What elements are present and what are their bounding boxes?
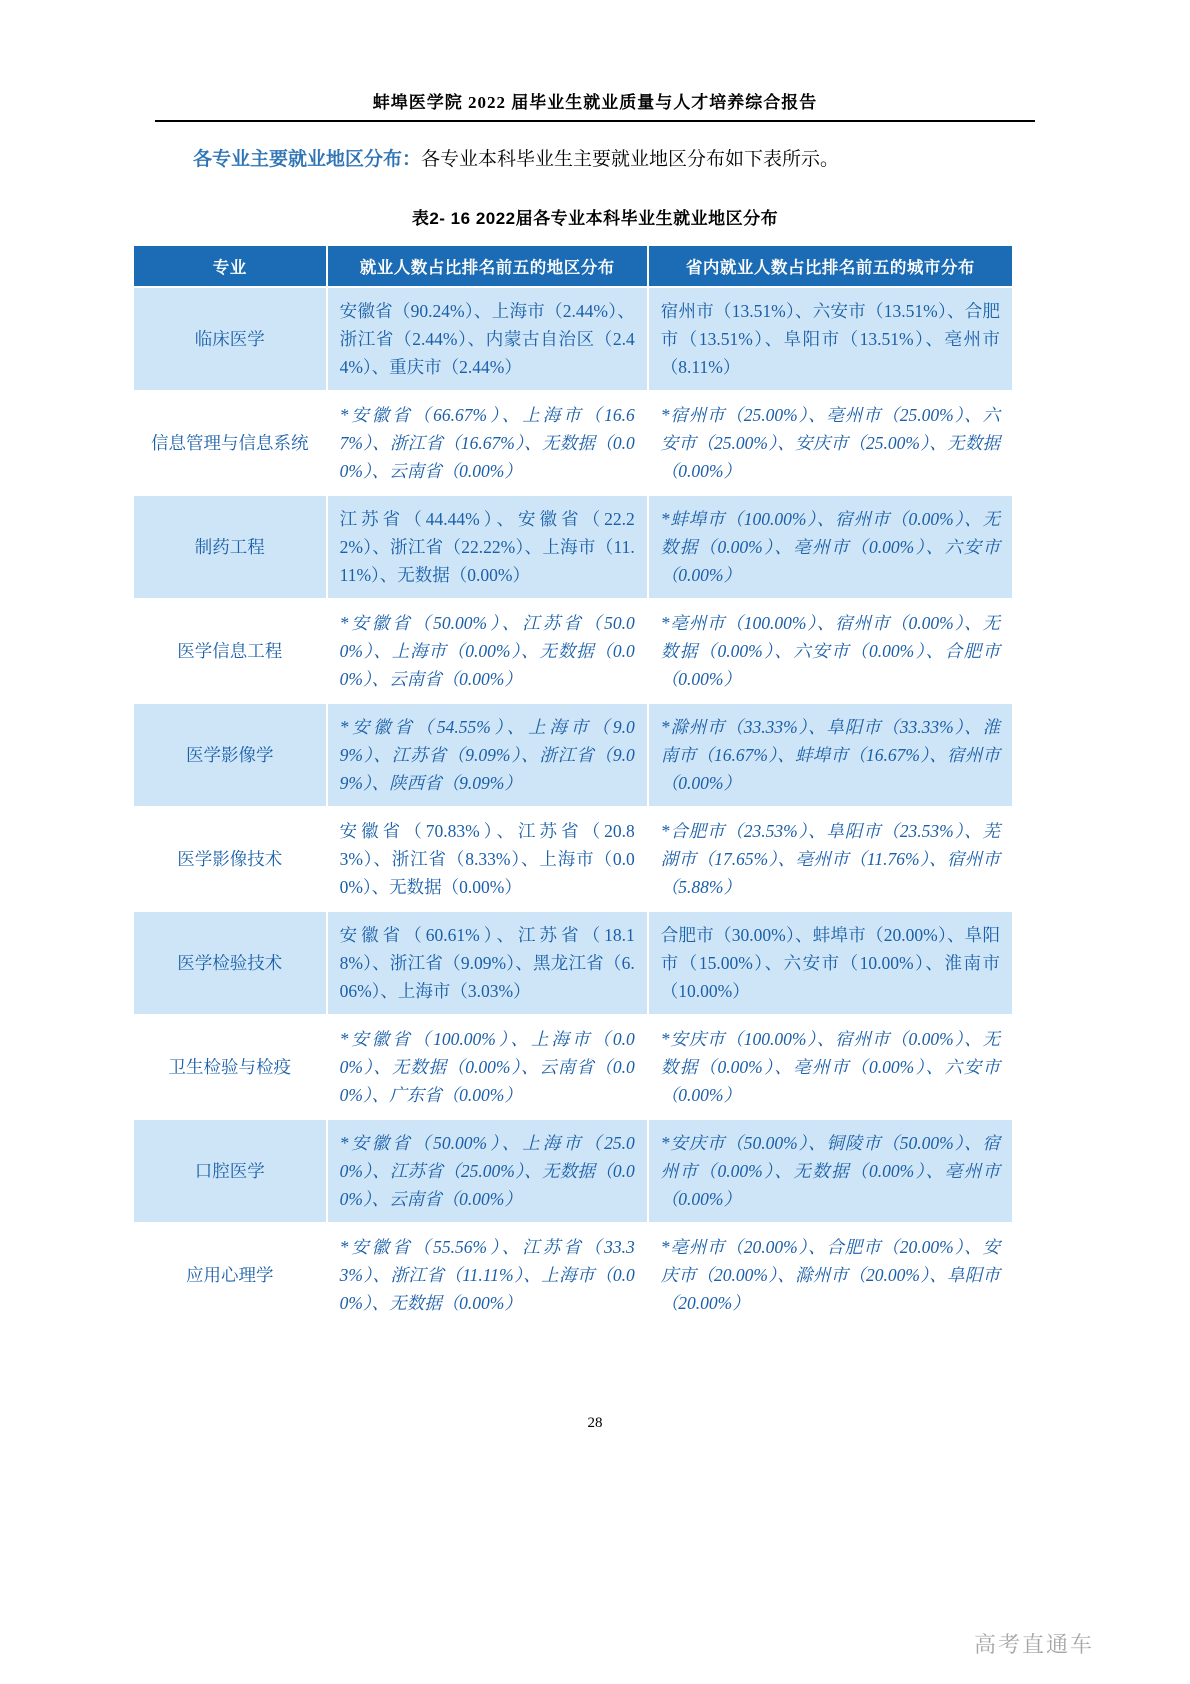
cities-cell: *宿州市（25.00%）、亳州市（25.00%）、六安市（25.00%）、安庆市（25.00%）、无数据（0.00%） (648, 391, 1013, 495)
table-row (133, 391, 1013, 495)
header-divider (155, 120, 1035, 122)
table-header-row (133, 245, 1013, 287)
major-cell: 医学影像学 (133, 703, 327, 807)
column-header-regions: 就业人数占比排名前五的地区分布 (327, 245, 648, 287)
table-caption: 表2- 16 2022届各专业本科毕业生就业地区分布 (411, 209, 779, 228)
regions-cell: 安徽省（70.83%）、江苏省（20.83%）、浙江省（8.33%）、上海市（0.00%）、无数据（0.00%） (327, 807, 648, 911)
major-cell: 卫生检验与检疫 (133, 1015, 327, 1119)
column-header-cities: 省内就业人数占比排名前五的城市分布 (648, 245, 1013, 287)
table-row (133, 807, 1013, 911)
cities-cell: 宿州市（13.51%）、六安市（13.51%）、合肥市（13.51%）、阜阳市（13.51%）、亳州市（8.11%） (648, 287, 1013, 391)
major-cell: 医学检验技术 (133, 911, 327, 1015)
table-row (133, 287, 1013, 391)
table-row (133, 703, 1013, 807)
page-number: 28 (587, 1415, 603, 1431)
table-row (133, 911, 1013, 1015)
employment-distribution-table (133, 245, 1013, 1327)
regions-cell: 安徽省（60.61%）、江苏省（18.18%）、浙江省（9.09%）、黑龙江省（6.06%）、上海市（3.03%） (327, 911, 648, 1015)
intro-body-text: 各专业本科毕业生主要就业地区分布如下表所示。 (421, 149, 840, 170)
major-cell: 口腔医学 (133, 1119, 327, 1223)
major-cell: 临床医学 (133, 287, 327, 391)
major-cell: 应用心理学 (133, 1223, 327, 1327)
regions-cell: *安徽省（54.55%）、上海市（9.09%）、江苏省（9.09%）、浙江省（9.09%）、陕西省（9.09%） (327, 703, 648, 807)
regions-cell: *安徽省（100.00%）、上海市（0.00%）、无数据（0.00%）、云南省（0.00%）、广东省（0.00%） (327, 1015, 648, 1119)
employment-table-body (133, 287, 1013, 1327)
column-header-major: 专业 (133, 245, 327, 287)
table-row (133, 495, 1013, 599)
cities-cell: *安庆市（100.00%）、宿州市（0.00%）、无数据（0.00%）、亳州市（0.00%）、六安市（0.00%） (648, 1015, 1013, 1119)
document-header-title: 蚌埠医学院 2022 届毕业生就业质量与人才培养综合报告 (372, 93, 818, 112)
regions-cell: *安徽省（55.56%）、江苏省（33.33%）、浙江省（11.11%）、上海市（0.00%）、无数据（0.00%） (327, 1223, 648, 1327)
intro-lead-label: 各专业主要就业地区分布： (193, 149, 422, 170)
table-row (133, 1015, 1013, 1119)
watermark-text: 高考直通车 (973, 1632, 1094, 1657)
regions-cell: 安徽省（90.24%）、上海市（2.44%）、浙江省（2.44%）、内蒙古自治区（2.44%）、重庆市（2.44%） (327, 287, 648, 391)
major-cell: 信息管理与信息系统 (133, 391, 327, 495)
major-cell: 医学影像技术 (133, 807, 327, 911)
cities-cell: *滁州市（33.33%）、阜阳市（33.33%）、淮南市（16.67%）、蚌埠市（16.67%）、宿州市（0.00%） (648, 703, 1013, 807)
cities-cell: 合肥市（30.00%）、蚌埠市（20.00%）、阜阳市（15.00%）、六安市（10.00%）、淮南市（10.00%） (648, 911, 1013, 1015)
table-row (133, 1119, 1013, 1223)
cities-cell: *安庆市（50.00%）、铜陵市（50.00%）、宿州市（0.00%）、无数据（0.00%）、亳州市（0.00%） (648, 1119, 1013, 1223)
cities-cell: *合肥市（23.53%）、阜阳市（23.53%）、芜湖市（17.65%）、亳州市（11.76%）、宿州市（5.88%） (648, 807, 1013, 911)
major-cell: 制药工程 (133, 495, 327, 599)
regions-cell: *安徽省（66.67%）、上海市（16.67%）、浙江省（16.67%）、无数据（0.00%）、云南省（0.00%） (327, 391, 648, 495)
cities-cell: *亳州市（100.00%）、宿州市（0.00%）、无数据（0.00%）、六安市（0.00%）、合肥市（0.00%） (648, 599, 1013, 703)
intro-paragraph (155, 146, 1035, 175)
regions-cell: 江苏省（44.44%）、安徽省（22.22%）、浙江省（22.22%）、上海市（11.11%）、无数据（0.00%） (327, 495, 648, 599)
regions-cell: *安徽省（50.00%）、江苏省（50.00%）、上海市（0.00%）、无数据（0.00%）、云南省（0.00%） (327, 599, 648, 703)
table-row (133, 1223, 1013, 1327)
major-cell: 医学信息工程 (133, 599, 327, 703)
table-row (133, 599, 1013, 703)
cities-cell: *亳州市（20.00%）、合肥市（20.00%）、安庆市（20.00%）、滁州市（20.00%）、阜阳市（20.00%） (648, 1223, 1013, 1327)
regions-cell: *安徽省（50.00%）、上海市（25.00%）、江苏省（25.00%）、无数据（0.00%）、云南省（0.00%） (327, 1119, 648, 1223)
cities-cell: *蚌埠市（100.00%）、宿州市（0.00%）、无数据（0.00%）、亳州市（0.00%）、六安市（0.00%） (648, 495, 1013, 599)
